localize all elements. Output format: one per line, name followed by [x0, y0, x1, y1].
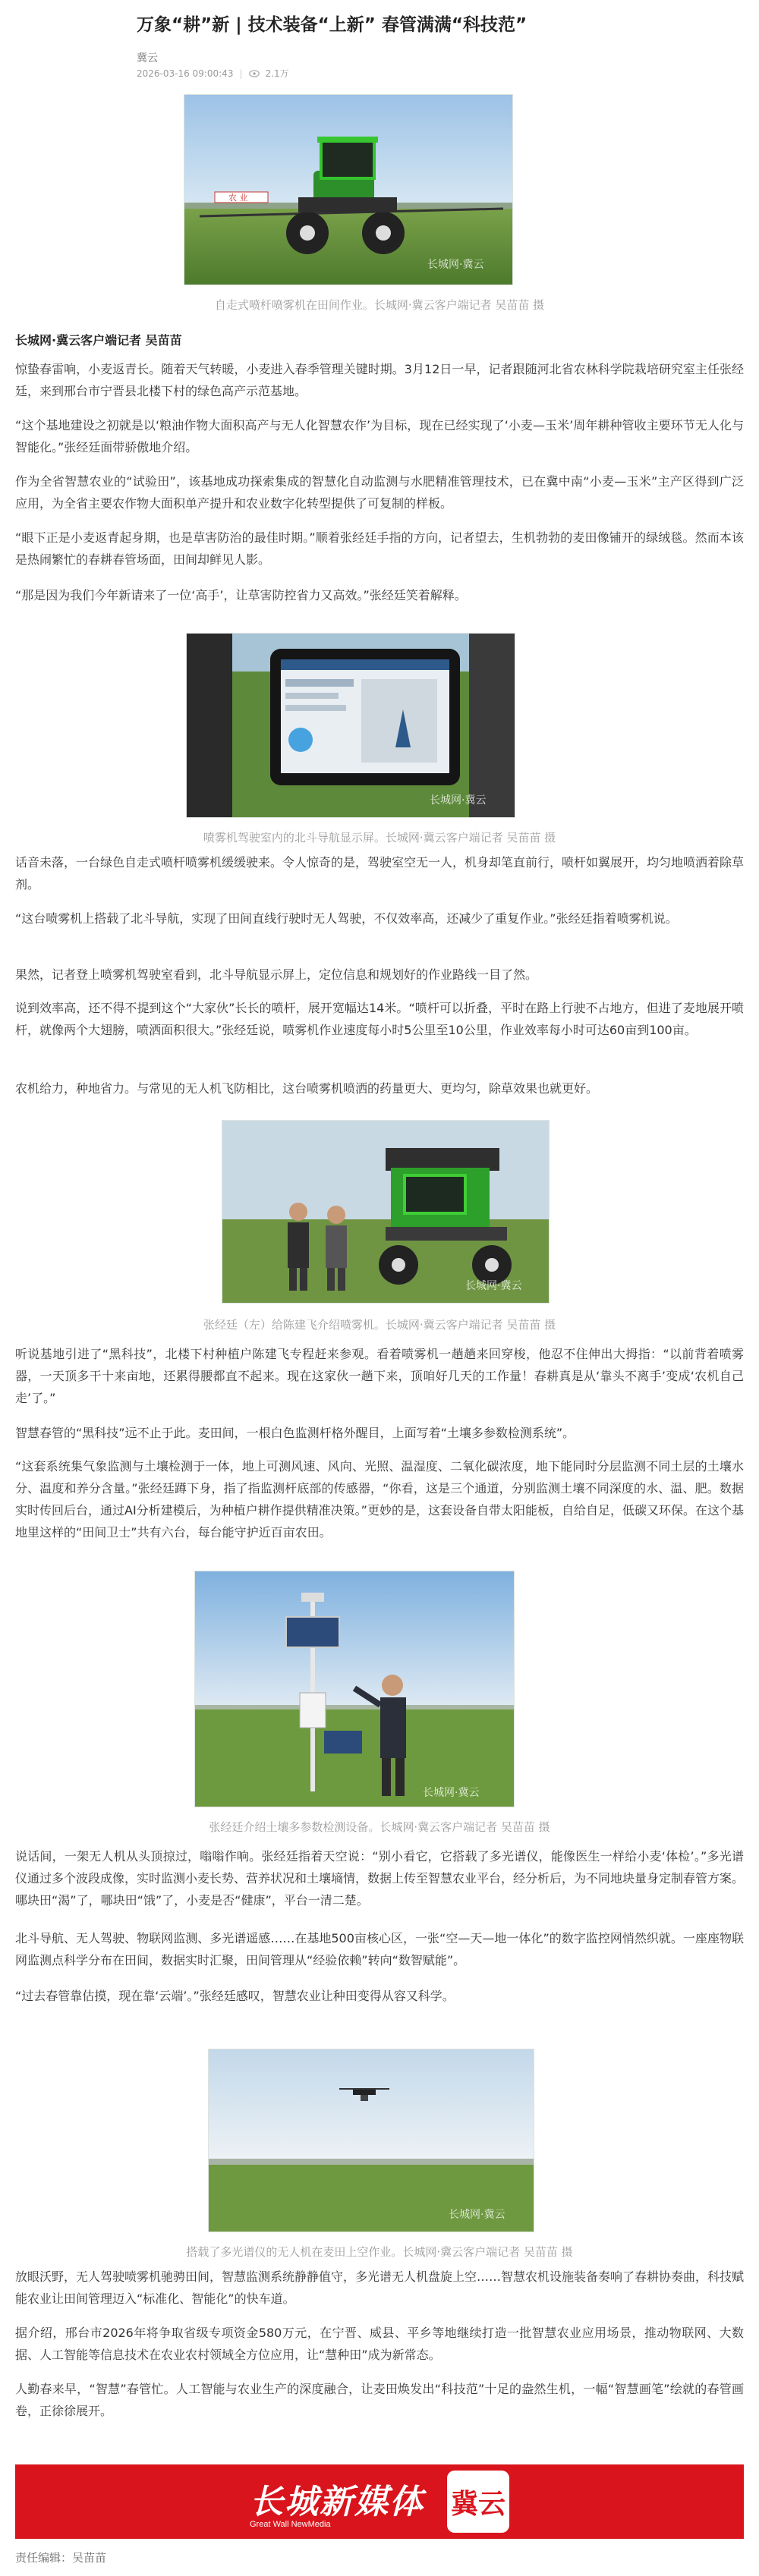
paragraph: “这套系统集气象监测与土壤检测于一体，地上可测风速、风向、光照、温湿度、二氧化碳浓度，地下能同时分层监测不同土层的土壤水分、温度和养分含量。”张经廷蹲下身，指了指监测杆底部的传感器，“你看，这是三个通道，分别监测土壤不同深度的水、温、肥。数据实时传回后台，通过AI分析建模后，为种植户耕作提供精准决策。”更妙的是，这套设备自带太阳能板，自给自足，低碳又环保。在这个基地里这样的“田间卫士”共有六台，每台能守护近百亩农田。: [15, 1459, 744, 1540]
article-meta: [137, 67, 289, 80]
paragraph: 听说基地引进了“黑科技”，北楼下村种植户陈建飞专程赶来参观。看着喷雾机一趟趟来回穿梭，他忍不住伸出大拇指：“以前背着喷雾器，一天顶多干十来亩地，还累得腰都直不起来。现在这家伙一趟下来，顶咱好几天的工作量！春耕真是从‘靠头不离手’变成‘农机自己走’了。”: [15, 1347, 744, 1405]
paragraph: 人勤春来早，“智慧”春管忙。人工智能与农业生产的深度融合，让麦田焕发出“科技范”十足的盎然生机，一幅“智慧画笔”绘就的春管画卷，正徐徐展开。: [15, 2382, 744, 2418]
paragraph: “这台喷雾机上搭载了北斗导航，实现了田间直线行驶时无人驾驶，不仅效率高，还减少了重复作业。”张经廷指着喷雾机说。: [15, 911, 678, 926]
jiyun-logo: 冀云: [447, 2471, 509, 2533]
paragraph: 果然，记者登上喷雾机驾驶室看到，北斗导航显示屏上，定位信息和规划好的作业路线一目了然。: [15, 967, 538, 982]
reporter-byline: 长城网·冀云客户端记者 吴苗苗: [15, 333, 182, 348]
logo-text: 长城新媒体: [250, 2483, 424, 2521]
photo-watermark: 长城网·冀云: [465, 1280, 522, 1292]
paragraph: 作为全省智慧农业的“试验田”，该基地成功探索集成的智慧化自动监测与水肥精准管理技术，已在冀中南“小麦—玉米”主产区得到广泛应用，为全省主要农作物大面积单产提升和农业数字化转型提供了可复制的样板。: [15, 474, 744, 511]
meta-divider: |: [239, 68, 243, 79]
paragraph: 据介绍，邢台市2026年将争取省级专项资金580万元，在宁晋、威县、平乡等地继续打造一批智慧农业应用场景，推动物联网、大数据、人工智能等信息技术在农业农村领域全方位应用，让“慧种田”成为新常态。: [15, 2326, 744, 2362]
paragraph: 话音未落，一台绿色自走式喷杆喷雾机缓缓驶来。令人惊奇的是，驾驶室空无一人，机身却笔直前行，喷杆如翼展开，均匀地喷洒着除草剂。: [15, 855, 745, 892]
navigation-screen-photo[interactable]: [186, 633, 515, 818]
paragraph: 农机给力，种地省力。与常见的无人机飞防相比，这台喷雾机喷洒的药量更大、更均匀，除草效果也就更好。: [15, 1081, 599, 1096]
great-wall-logo: [250, 2474, 424, 2529]
soil-monitor-photo[interactable]: [194, 1571, 515, 1807]
image-caption: 自走式喷杆喷雾机在田间作业。长城网·冀云客户端记者 吴苗苗 摄: [214, 298, 545, 312]
photo-watermark: 长城网·冀云: [449, 2209, 505, 2221]
paragraph: “眼下正是小麦返青起身期，也是草害防治的最佳时期。”顺着张经廷手指的方向，记者望去，生机勃勃的麦田像铺开的绿绒毯。然而本该是热闹繁忙的春耕春管场面，田间却鲜见人影。: [15, 530, 744, 567]
field-sign-text: 农 业: [228, 193, 248, 203]
paragraph: 放眼沃野，无人驾驶喷雾机驰骋田间，智慧监测系统静静值守，多光谱无人机盘旋上空……智慧农机设施装备奏响了春耕协奏曲，科技赋能农业让田间管理迈入“标准化、智能化”的快车道。: [15, 2269, 745, 2306]
paragraph: 北斗导航、无人驾驶、物联网监测、多光谱遥感……在基地500亩核心区，一张“空—天—地一体化”的数字监控网悄然织就。一座座物联网监测点科学分布在田间，数据实时汇聚，田间管理从“经验依赖”转向“数智赋能”。: [15, 1931, 744, 1967]
view-count: 2.1万: [265, 68, 289, 79]
paragraph: “这个基地建设之初就是以‘粮油作物大面积高产与无人化智慧农作’为目标，现在已经实现了‘小麦—玉米’周年耕种管收主要环节无人化与智能化。”张经廷面带骄傲地介绍。: [15, 418, 744, 454]
article-source: 冀云: [137, 52, 158, 64]
image-caption: 张经廷介绍土壤多参数检测设备。长城网·冀云客户端记者 吴苗苗 摄: [209, 1820, 550, 1834]
paragraph: 智慧春管的“黑科技”远不止于此。麦田间，一根白色监测杆格外醒目，上面写着“土壤多参数检测系统”。: [15, 1426, 575, 1440]
eye-icon: [249, 70, 260, 77]
photo-watermark: 长城网·冀云: [423, 1787, 480, 1799]
logo-english: Great Wall NewMedia: [250, 2520, 331, 2529]
paragraph: 惊蛰春雷响，小麦返青长。随着天气转暖，小麦进入春季管理关键时期。3月12日一早，记者跟随河北省农林科学院栽培研究室主任张经廷，来到邢台市宁晋县北楼下村的绿色高产示范基地。: [15, 362, 744, 398]
introduction-photo[interactable]: [222, 1120, 550, 1304]
paragraph: “过去春管靠估摸，现在靠‘云端’。”张经廷感叹，智慧农业让种田变得从容又科学。: [15, 1989, 455, 2003]
photo-watermark: 长城网·冀云: [427, 259, 484, 271]
photo-watermark: 长城网·冀云: [430, 794, 487, 807]
paragraph: “那是因为我们今年新请来了一位‘高手’，让草害防控省力又高效。”张经廷笑着解释。: [15, 588, 467, 602]
sprayer-photo[interactable]: [184, 94, 513, 285]
article-title: 万象“耕”新 | 技术装备“上新” 春管满满“科技范”: [137, 15, 528, 35]
drone-photo[interactable]: [208, 2049, 534, 2232]
paragraph: 说到效率高，还不得不提到这个“大家伙”长长的喷杆，展开宽幅达14米。“喷杆可以折叠，平时在路上行驶不占地方，但进了麦地展开喷杆，就像两个大翅膀，喷洒面积很大。”张经廷说，喷雾机作业速度每小时5公里至10公里，作业效率每小时可达60亩到100亩。: [15, 1001, 744, 1037]
image-caption: 喷雾机驾驶室内的北斗导航显示屏。长城网·冀云客户端记者 吴苗苗 摄: [203, 831, 556, 845]
brand-banner: [15, 2464, 744, 2539]
publish-date: 2026-03-16 09:00:43: [137, 68, 234, 79]
image-caption: 张经廷（左）给陈建飞介绍喷雾机。长城网·冀云客户端记者 吴苗苗 摄: [203, 1318, 556, 1332]
paragraph: 说话间，一架无人机从头顶掠过，嗡嗡作响。张经廷指着天空说：“别小看它，它搭载了多光谱仪，能像医生一样给小麦‘体检’。”多光谱仪通过多个波段成像，实时监测小麦长势、营养状况和土壤墒情，数据上传至智慧农业平台，经分析后，为不同地块量身定制春管方案。哪块田“渴”了，哪块田“饿”了，小麦是否“健康”，平台一清二楚。: [15, 1849, 745, 1908]
image-caption: 搭载了多光谱仪的无人机在麦田上空作业。长城网·冀云客户端记者 吴苗苗 摄: [186, 2245, 573, 2259]
responsible-editor: 责任编辑：吴苗苗: [15, 2551, 107, 2565]
